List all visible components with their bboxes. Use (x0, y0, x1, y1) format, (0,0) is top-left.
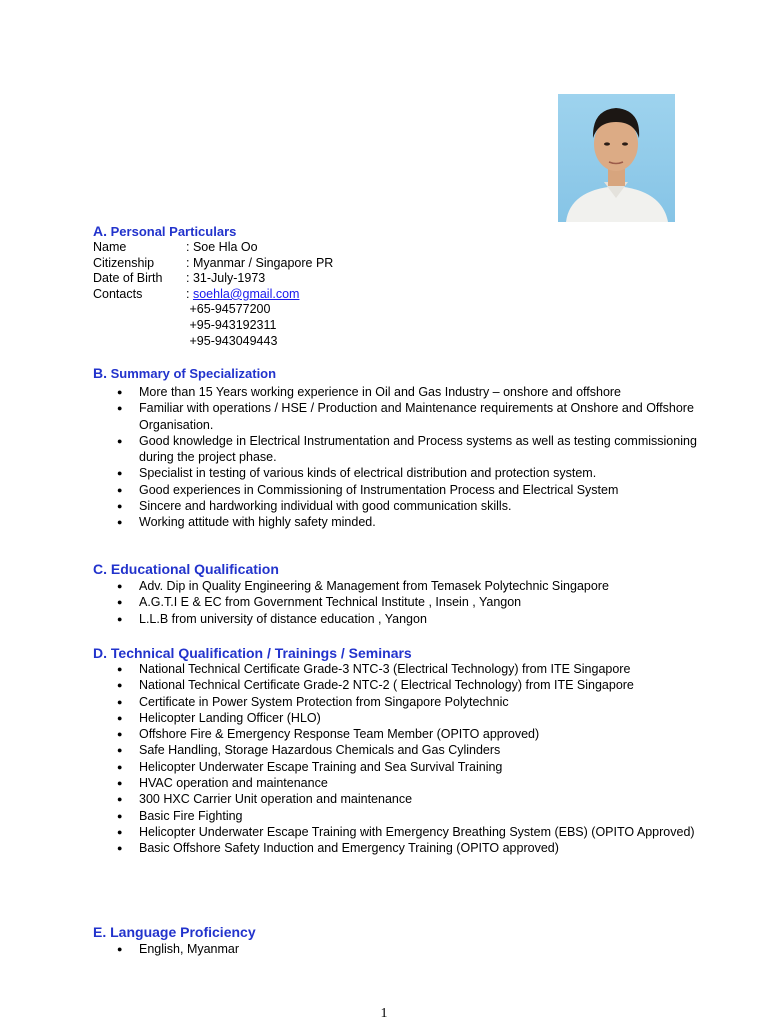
bullet-icon: ● (117, 435, 123, 446)
bullet-icon: ● (117, 745, 123, 756)
section-heading (93, 223, 713, 240)
list-item (93, 759, 713, 775)
list-item (93, 941, 713, 957)
section-letter: A. (93, 223, 107, 239)
section-title: Personal Particulars (110, 224, 237, 239)
section-title: Technical Qualification / Trainings / Seminars (110, 645, 412, 661)
list-item (93, 808, 713, 824)
detail-row-citizenship (93, 256, 333, 272)
name-value: Soe Hla Oo (192, 240, 258, 254)
bullet-icon: ● (117, 468, 123, 479)
detail-value (186, 302, 333, 318)
section-summary-of-specialization (93, 365, 713, 531)
bullet-icon: ● (117, 484, 123, 495)
dob-value: 31-July-1973 (192, 271, 266, 286)
list-item (93, 465, 713, 481)
detail-row-phone (93, 302, 333, 318)
bullet-icon: ● (117, 581, 123, 591)
list-item (93, 791, 713, 807)
bullet-icon: ● (117, 843, 123, 854)
detail-label (93, 318, 186, 334)
list-item-text: Certificate in Power System Protection from Singapore Polytechnic (139, 694, 509, 709)
list-item (93, 742, 713, 758)
section-heading (93, 924, 713, 940)
detail-value (186, 256, 333, 272)
list-item-text: A.G.T.I E & EC from Government Technical Institute , Insein , Yangon (139, 595, 522, 610)
education-list (93, 578, 713, 627)
bullet-icon: ● (117, 810, 123, 821)
detail-row-phone (93, 334, 333, 350)
detail-label (93, 302, 186, 318)
list-item-text: National Technical Certificate Grade-2 NTC-2 ( Electrical Technology) from ITE Singapore (139, 678, 634, 693)
list-item (93, 840, 713, 856)
detail-label: Citizenship (93, 255, 155, 270)
bullet-icon: ● (117, 403, 123, 414)
section-title: Language Proficiency (110, 924, 256, 940)
bullet-icon: ● (117, 696, 123, 707)
section-heading (93, 561, 713, 577)
section-personal-particulars (93, 223, 713, 349)
personal-details-table (93, 240, 333, 349)
list-item-text: Familiar with operations / HSE / Production and Maintenance requirements at Onshore and Offshore Organisation. (139, 401, 694, 432)
list-item (93, 661, 713, 677)
language-list (93, 941, 713, 957)
detail-label: Name (93, 240, 127, 254)
list-item-text: More than 15 Years working experience in Oil and Gas Industry – onshore and offshore (139, 385, 622, 399)
detail-value (186, 240, 333, 256)
list-item (93, 384, 713, 400)
training-list (93, 661, 713, 857)
list-item (93, 824, 713, 840)
detail-value (186, 318, 333, 334)
list-item-text: Basic Offshore Safety Induction and Emergency Training (OPITO approved) (139, 841, 559, 856)
detail-value (186, 271, 333, 287)
bullet-icon: ● (117, 680, 123, 691)
list-item (93, 433, 713, 466)
list-item-text: Working attitude with highly safety minded. (139, 515, 376, 530)
section-letter: D. (93, 645, 107, 661)
bullet-icon: ● (117, 826, 123, 837)
list-item-text: Specialist in testing of various kinds of electrical distribution and protection system. (139, 466, 597, 481)
detail-label (93, 334, 186, 350)
detail-separator: : (186, 240, 190, 254)
section-language-proficiency (93, 924, 713, 957)
profile-photo (558, 94, 675, 222)
bullet-icon: ● (117, 613, 123, 624)
list-item-text: Basic Fire Fighting (139, 808, 243, 823)
detail-row-contacts (93, 287, 333, 303)
section-educational-qualification (93, 561, 713, 627)
bullet-icon: ● (117, 517, 123, 528)
list-item (93, 400, 713, 433)
section-letter: C. (93, 561, 107, 577)
detail-separator: : (186, 255, 190, 270)
list-item-text: HVAC operation and maintenance (139, 776, 328, 791)
list-item-text: Helicopter Underwater Escape Training and Sea Survival Training (139, 759, 503, 774)
detail-row-phone (93, 318, 333, 334)
page-number: 1 (380, 1006, 388, 1021)
bullet-icon: ● (117, 761, 123, 772)
phone-value: +95-943192311 (189, 317, 277, 332)
bullet-icon: ● (117, 778, 123, 789)
list-item-text: English, Myanmar (139, 942, 240, 956)
list-item-text: 300 HXC Carrier Unit operation and maintenance (139, 792, 413, 807)
list-item-text: Adv. Dip in Quality Engineering & Management from Temasek Polytechnic Singapore (139, 579, 609, 593)
list-item (93, 498, 713, 514)
list-item (93, 694, 713, 710)
bullet-icon: ● (117, 664, 123, 674)
list-item-text: National Technical Certificate Grade-3 NTC-3 (Electrical Technology) from ITE Singapore (139, 662, 631, 676)
section-letter: B. (93, 365, 107, 381)
list-item (93, 611, 713, 627)
detail-label: Contacts (93, 286, 143, 301)
list-item-text: Good knowledge in Electrical Instrumentation and Process systems as well as testing commissioning during the project phase. (139, 433, 697, 465)
bullet-icon: ● (117, 944, 123, 954)
list-item-text: Sincere and hardworking individual with good communication skills. (139, 499, 512, 514)
bullet-icon: ● (117, 501, 123, 512)
detail-value (186, 287, 333, 303)
list-item (93, 710, 713, 726)
list-item-text: Helicopter Landing Officer (HLO) (139, 710, 321, 725)
detail-label: Date of Birth (93, 271, 163, 286)
list-item-text: Good experiences in Commissioning of Instrumentation Process and Electrical System (139, 482, 619, 497)
section-title: Educational Qualification (110, 561, 279, 577)
phone-value: +65-94577200 (189, 302, 271, 317)
list-item-text: Offshore Fire & Emergency Response Team Member (OPITO approved) (139, 727, 540, 742)
section-heading (93, 645, 713, 661)
citizenship-value: Myanmar / Singapore PR (192, 255, 334, 270)
list-item (93, 578, 713, 594)
detail-separator: : (186, 286, 190, 301)
list-item-text: L.L.B from university of distance education , Yangon (139, 611, 427, 626)
list-item (93, 514, 713, 530)
list-item (93, 775, 713, 791)
bullet-icon: ● (117, 794, 123, 805)
bullet-icon: ● (117, 387, 123, 397)
list-item (93, 482, 713, 498)
section-technical-qualification (93, 645, 713, 857)
detail-value (186, 334, 333, 350)
bullet-icon: ● (117, 712, 123, 723)
section-heading (93, 365, 713, 382)
section-letter: E. (93, 924, 107, 940)
detail-row-dob (93, 271, 333, 287)
bullet-icon: ● (117, 597, 123, 608)
list-item-text: Safe Handling, Storage Hazardous Chemicals and Gas Cylinders (139, 743, 501, 758)
detail-separator: : (186, 271, 190, 286)
bullet-icon: ● (117, 729, 123, 740)
phone-value: +95-943049443 (189, 333, 278, 348)
list-item (93, 726, 713, 742)
section-title: Summary of Specialization (110, 366, 277, 381)
specialization-list (93, 384, 713, 531)
email-link[interactable]: soehla@gmail.com (192, 286, 300, 301)
detail-row-name (93, 240, 333, 256)
list-item (93, 677, 713, 693)
list-item (93, 594, 713, 610)
list-item-text: Helicopter Underwater Escape Training with Emergency Breathing System (EBS) (OPITO Approved) (139, 824, 695, 839)
